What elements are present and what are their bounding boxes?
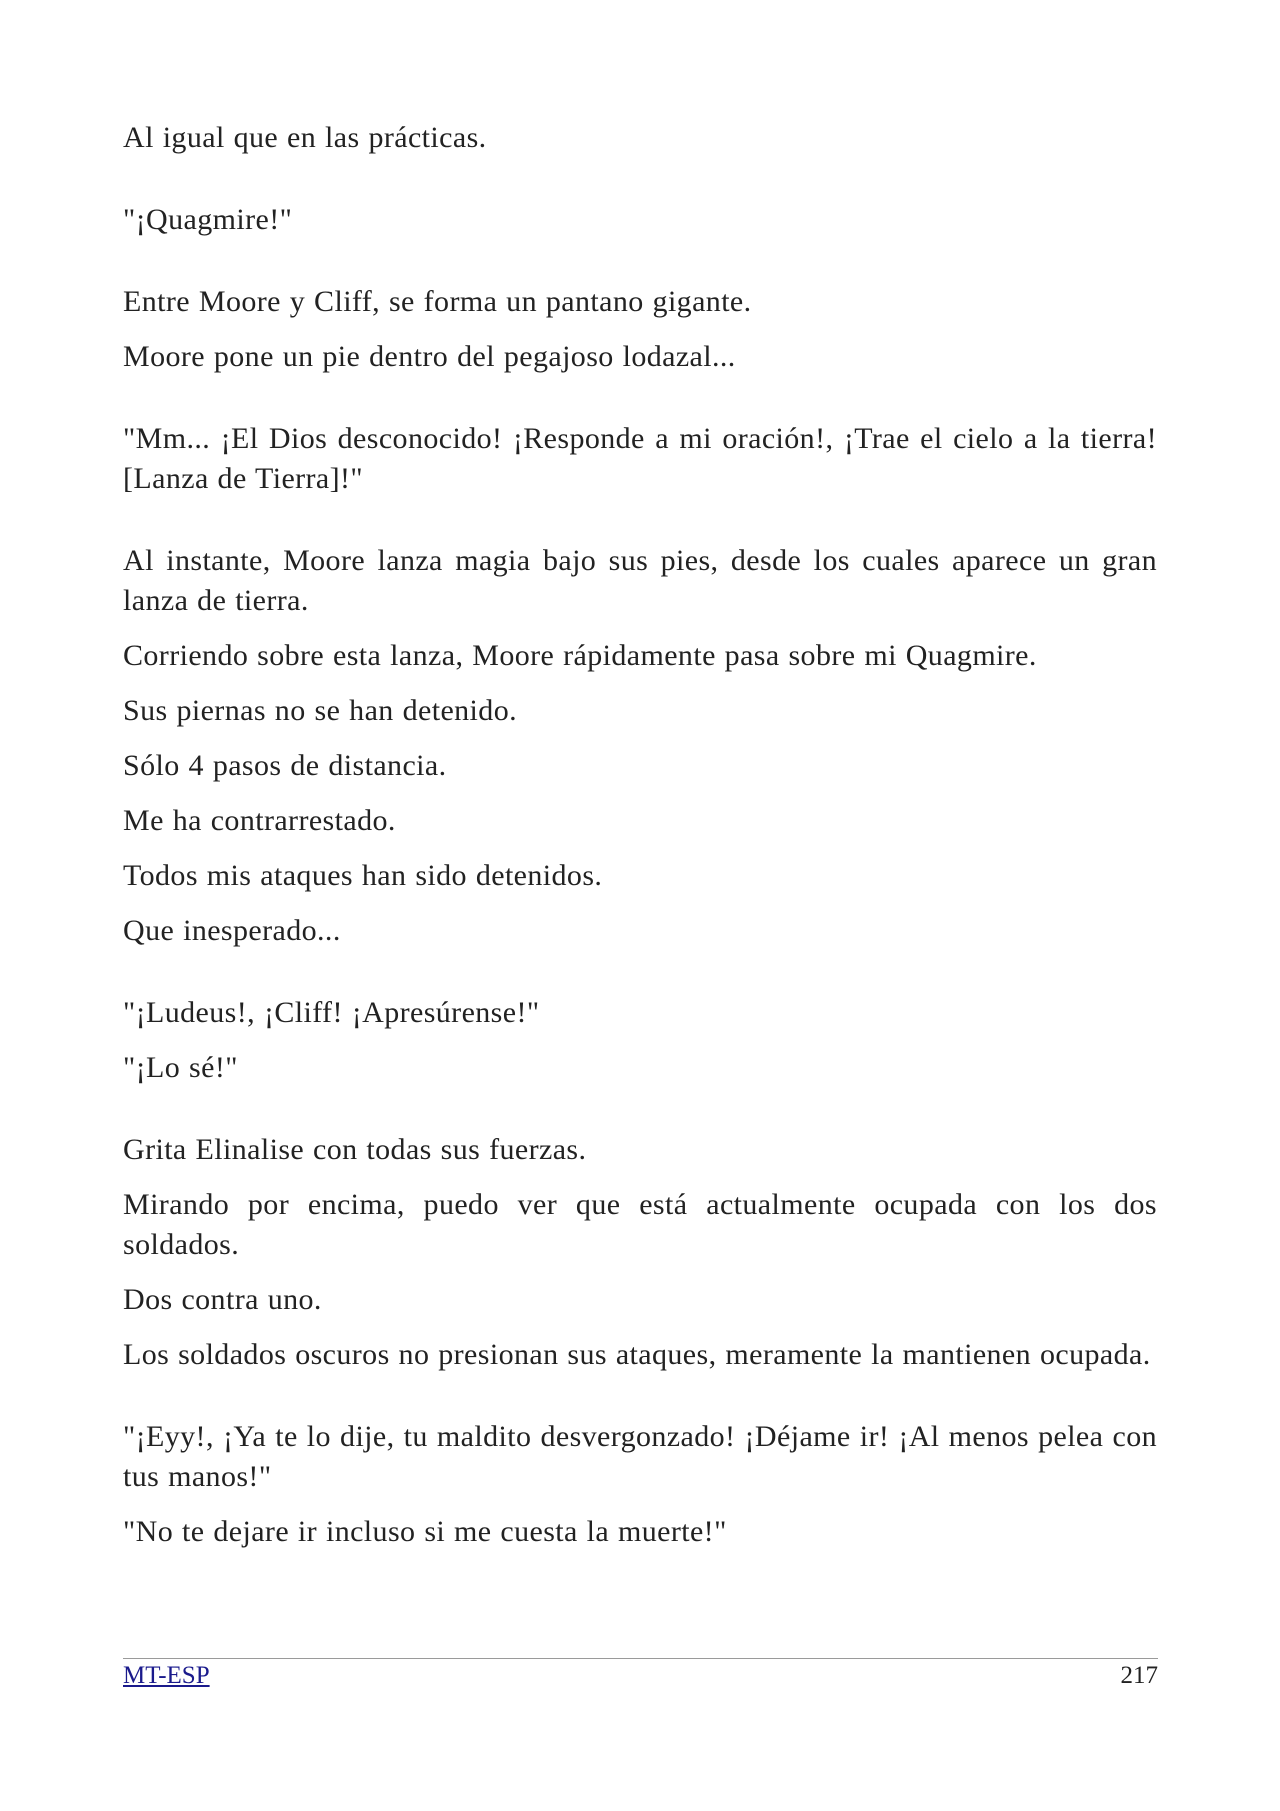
paragraph: Moore pone un pie dentro del pegajoso lodazal... — [123, 340, 736, 373]
paragraph: Los soldados oscuros no presionan sus ataques, meramente la mantienen ocupada. — [123, 1338, 1151, 1371]
paragraph: Sólo 4 pasos de distancia. — [123, 749, 447, 782]
paragraph: Mirando por encima, puedo ver que está actualmente ocupada con los dos soldados. — [123, 1188, 1157, 1261]
paragraph: Me ha contrarrestado. — [123, 804, 396, 837]
paragraph: "¡Eyy!, ¡Ya te lo dije, tu maldito desvergonzado! ¡Déjame ir! ¡Al menos pelea con tus manos!" — [123, 1420, 1157, 1493]
page-footer — [123, 1658, 1158, 1691]
paragraph: Al igual que en las prácticas. — [123, 121, 487, 154]
document-body — [123, 118, 1157, 1552]
paragraph: "¡Ludeus!, ¡Cliff! ¡Apresúrense!" — [123, 996, 540, 1029]
paragraph: Al instante, Moore lanza magia bajo sus pies, desde los cuales aparece un gran lanza de tierra. — [123, 544, 1157, 617]
paragraph: Grita Elinalise con todas sus fuerzas. — [123, 1133, 587, 1166]
paragraph: Corriendo sobre esta lanza, Moore rápidamente pasa sobre mi Quagmire. — [123, 639, 1037, 672]
paragraph: Que inesperado... — [123, 914, 341, 947]
paragraph: Entre Moore y Cliff, se forma un pantano gigante. — [123, 285, 752, 318]
paragraph: Dos contra uno. — [123, 1283, 322, 1316]
paragraph: "No te dejare ir incluso si me cuesta la muerte!" — [123, 1515, 727, 1548]
paragraph: "¡Lo sé!" — [123, 1051, 238, 1084]
paragraph: "Mm... ¡El Dios desconocido! ¡Responde a mi oración!, ¡Trae el cielo a la tierra! [Lanza de Tierra]!" — [123, 422, 1157, 495]
paragraph: Todos mis ataques han sido detenidos. — [123, 859, 603, 892]
paragraph: "¡Quagmire!" — [123, 203, 293, 236]
paragraph: Sus piernas no se han detenido. — [123, 694, 517, 727]
footer-link[interactable]: MT-ESP — [123, 1662, 210, 1689]
page-number: 217 — [1120, 1662, 1158, 1689]
